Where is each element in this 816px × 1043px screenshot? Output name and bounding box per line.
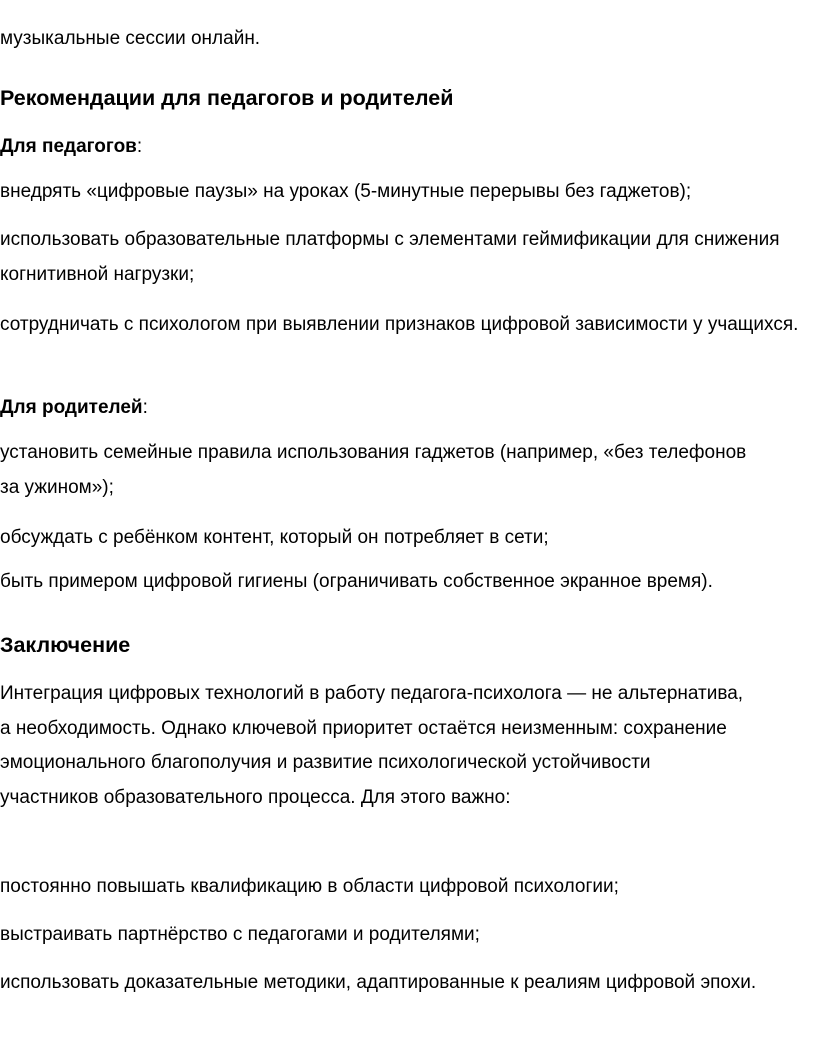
teachers-item-3: сотрудничать с психологом при выявлении признаков цифровой зависимости у учащихся. (0, 314, 799, 335)
teachers-item-2: использовать образовательные платформы с элементами геймификации для снижения когнитивной нагрузки; (0, 229, 780, 285)
parents-item-2: обсуждать с ребёнком контент, который он потребляет в сети; (0, 527, 549, 548)
teachers-label (0, 132, 816, 162)
conclusion-item-1: постоянно повышать квалификацию в области цифровой психологии; (0, 876, 619, 897)
conclusion-heading: Заключение (0, 633, 131, 657)
teachers-label-colon: : (136, 136, 143, 157)
parents-label-colon: : (142, 397, 148, 418)
conclusion-paragraph: Интеграция цифровых технологий в работу педагога-психолога — не альтернатива, а необходимость. Однако ключевой приоритет остаётся неизменным: сохранение эмоционального благополучия и развитие психологической устойчивости участников образовательного процесса. Для этого важно: (0, 683, 744, 808)
teachers-label-text: Для педагогов (0, 136, 137, 157)
parents-label (0, 393, 816, 423)
intro-tail-text: музыкальные сессии онлайн. (0, 28, 261, 49)
recommendations-heading: Рекомендации для педагогов и родителей (0, 86, 454, 110)
conclusion-item-3: использовать доказательные методики, адаптированные к реалиям цифровой эпохи. (0, 972, 757, 993)
teachers-item-1: внедрять «цифровые паузы» на уроках (5-минутные перерывы без гаджетов); (0, 181, 692, 202)
parents-item-1: установить семейные правила использования гаджетов (например, «без телефонов за ужином»); (0, 442, 747, 498)
parents-item-3: быть примером цифровой гигиены (ограничивать собственное экранное время). (0, 571, 713, 592)
conclusion-item-2: выстраивать партнёрство с педагогами и родителями; (0, 924, 480, 945)
parents-label-text: Для родителей (0, 397, 143, 418)
